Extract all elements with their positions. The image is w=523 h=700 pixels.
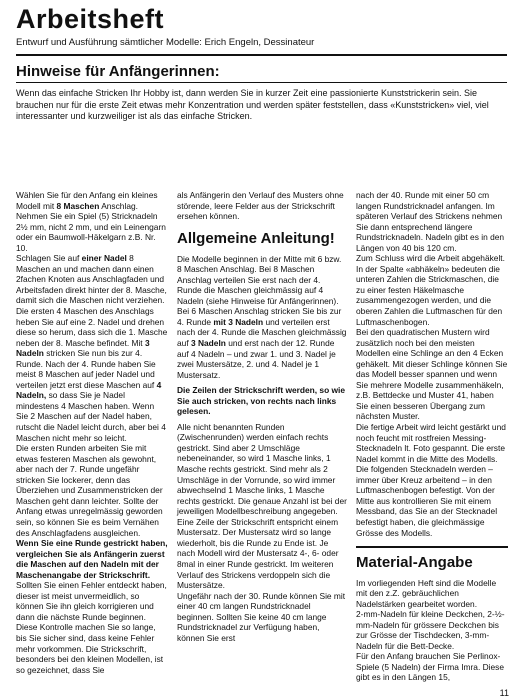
paragraph: Die Modelle beginnen in der Mitte mit 6 bzw. 8 Maschen Anschlag. Bei 8 Maschen Anschlag verteilen Sie erst nach der 4. Runde die Maschen gleichmässig auf 4 Nadeln (siehe Hinweise für Anfängerinnen). Bei 6 Maschen Anschlag stricken Sie bis zur 4. Runde mit 3 Nadeln und verteilen erst nach der 4. Runde die Maschen gleichmässig auf 3 Nadeln und erst nach der 12. Runde auf 4 Nadeln – und zwar 1. und 3. Nadel je zwei Mustersätze, 2. und 4. Nadel je 1 Mustersatz.	[177, 253, 347, 380]
general-instructions-heading: Allgemeine Anleitung!	[177, 229, 335, 247]
paragraph: als Anfängerin den Verlauf des Musters ohne störende, leere Felder aus der Strickschrift ersehen können.	[177, 190, 344, 222]
paragraph: Eine Zeile der Strickschrift entspricht einem Mustersatz. Der Mustersatz wird so lange wiederholt, bis die Runde zu Ende ist. Je nach Modell wird der Mustersatz 4-, 6- oder 8mal in einer Runde gestrickt. Im weiteren Verlauf des Strickens verdoppeln sich die Mustersätze.	[177, 516, 339, 591]
material-heading: Material-Angabe	[356, 553, 473, 571]
column-3	[356, 190, 508, 683]
paragraph: Wählen Sie für den Anfang ein kleines Modell mit 8 Maschen Anschlag. Nehmen Sie ein Spiel (5) Stricknadeln 2½ mm, nicht 2 mm, und ein Leinengarn oder ein Baumwoll-Häkelgarn z.B. Nr. 10.	[16, 190, 166, 253]
title-divider	[16, 54, 507, 56]
paragraph: Ungefähr nach der 30. Runde können Sie mit einer 40 cm langen Rundstricknadel beginnen. Sollten Sie keine 40 cm lange Rundstricknadel zur Verfügung haben, können Sie erst	[177, 590, 346, 643]
credits-line: Entwurf und Ausführung sämtlicher Modelle: Erich Engeln, Dessinateur	[16, 37, 315, 48]
paragraph: 2-mm-Nadeln für kleine Deckchen, 2-½-mm-Nadeln für grössere Deckchen bis zur Grösse der Tischdecken, 3-mm-Nadeln für die Bett-Decke.	[356, 609, 505, 651]
column-1	[16, 190, 168, 675]
paragraph: nach der 40. Runde mit einer 50 cm langen Rundstricknadel anfangen. Im späteren Verlauf des Strickens nehmen Sie dann entsprechend längere Rundstricknadeln. Nadeln gibt es in den Längen von 40 bis 120 cm.	[356, 190, 505, 253]
page-title: Arbeitsheft	[16, 4, 165, 34]
paragraph: Die Zeilen der Strickschrift werden, so wie Sie auch stricken, von rechts nach links gelesen.	[177, 385, 346, 417]
paragraph: Zum Schluss wird die Arbeit abgehäkelt. In der Spalte «abhäkeln» bedeuten die unteren Zahlen die Strickmaschen, die zu einer festen Häkelmasche zusammengezogen werden, und die oberen Zahlen die Luftmaschen für den Luftmaschenbogen.	[356, 253, 505, 327]
hints-divider	[16, 82, 507, 83]
paragraph: Alle nicht benannten Runden (Zwischenrunden) werden einfach rechts gestrickt. Sind aber 2 Umschläge nebeneinander, so wird 1 Masche links, 1 Masche rechts gestrickt. Sind mehr als 2 Umschläge in der Vorrunde, so wird immer abwechselnd 1 Masche links, 1 Masche rechts gestrickt. Die genaue Anzahl ist bei der jeweiligen Modellbeschreibung angegeben.	[177, 421, 347, 517]
paragraph: Für den Anfang brauchen Sie Perlinox-Spiele (5 Nadeln) der Firma Imra. Diese gibt es in den Längen 15,	[356, 651, 505, 683]
column-2	[177, 190, 347, 643]
paragraph: Bei den quadratischen Mustern wird zusätzlich noch bei den meisten Modellen eine Schlinge an den 4 Ecken gehäkelt. Mit dieser Schlinge können Sie das Modell besser spannen und wenn Sie mehrere Modelle zusammenhäkeln, z.B. Bettdecke und Muster 41, haben Sie einen besseren Übergang zum nächsten Muster.	[356, 327, 508, 422]
intro-paragraph: Wenn das einfache Stricken Ihr Hobby ist, dann werden Sie in kurzer Zeit eine passionierte Kunststrickerin sein. Sie brauchen nur für die erste Zeit etwas mehr Konzentration und werden später feststellen, dass «Kunststricken» viel, viel interessanter und kurzweiliger ist als das einfache Stricken.	[16, 88, 489, 121]
section-divider	[356, 546, 508, 548]
paragraph: Im vorliegenden Heft sind die Modelle mit den z.Z. gebräuchlichen Nadelstärken gearbeitet worden.	[356, 577, 497, 609]
hints-heading: Hinweise für Anfängerinnen:	[16, 63, 220, 80]
paragraph: Schlagen Sie auf einer Nadel 8 Maschen an und machen dann einen 2fachen Knoten aus Anschlagfaden und Arbeitsfaden direkt hinter der 8. Masche, damit sich die Maschen nicht verziehen. Die ersten 4 Maschen des Anschlags heben Sie auf eine 2. Nadel und drehen diese so herum, dass sich die 1. Masche neben der 8. Masche befindet. Mit 3 Nadeln stricken Sie nun bis zur 4. Runde. Nach der 4. Runde haben Sie meist 8 Maschen auf jeder Nadel und verteilen jetzt erst diese Maschen auf 4 Nadeln, so dass Sie je Nadel mindestens 4 Maschen haben. Wenn Sie 2 Maschen auf der Nadel haben, rutscht die Nadel leicht durch, aber bei 4 Maschen nicht mehr so leicht.	[16, 253, 168, 443]
page-number: 11	[499, 688, 509, 698]
paragraph: Die fertige Arbeit wird leicht gestärkt und noch feucht mit rostfreien Messing-Stecknadeln lt. Foto gespannt. Die erste Nadel kommt in die Mitte des Modells. Die folgenden Stecknadeln werden – immer über Kreuz arbeitend – in den Luftmaschenbogen befestigt. Von der Mitte aus kontrollieren Sie mit einem Messband, das Sie an der Stecknadel befestigt haben, die gleichmässige Grösse des Modells.	[356, 422, 506, 538]
paragraph: Die ersten Runden arbeiten Sie mit etwas festeren Maschen als gewohnt, aber nach der 7. Runde ungefähr stricken Sie lockerer, denn das Überziehen und Zusammenstricken der Maschen geht dann leichter. Sollte der Anfang etwas unregelmässig geworden sein, so können Sie es beim Vernähen des Anschlagfadens ausgleichen.	[16, 443, 163, 538]
paragraph: Wenn Sie eine Runde gestrickt haben, vergleichen Sie als Anfängerin zuerst die Maschen auf den Nadeln mit der Maschenangabe der Strickschrift. Sollten Sie einen Fehler entdeckt haben, dieser ist meist unvermeidlich, so können Sie ihn gleich korrigieren und dann die nächste Runde beginnen. Diese Kontrolle machen Sie so lange, bis Sie sicher sind, dass keine Fehler mehr vorkommen. Die Strickschrift, besonders bei den kleinen Modellen, ist so gezeichnet, dass Sie	[16, 538, 168, 675]
